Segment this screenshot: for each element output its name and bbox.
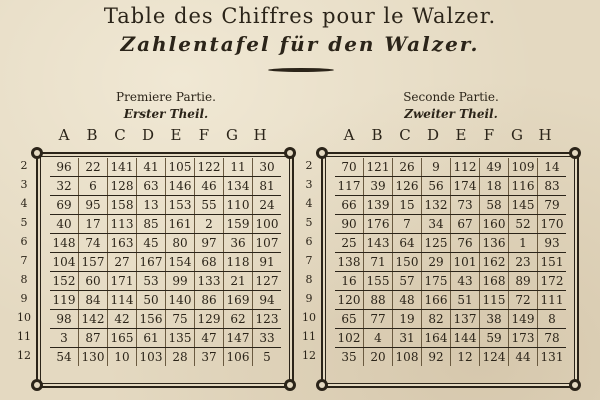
table-cell: 27: [108, 253, 137, 272]
table-cell: 131: [540, 350, 564, 364]
row-number: 6: [305, 235, 313, 248]
table-cell: 72: [509, 291, 538, 310]
row-number: 5: [20, 216, 28, 229]
table-cell: 118: [224, 253, 253, 272]
table-row: [335, 348, 566, 367]
column-letter: H: [253, 126, 267, 144]
row-numbers: [16, 156, 32, 365]
row-number: 11: [17, 330, 31, 343]
table-cell: 174: [451, 177, 480, 196]
table-cell: 162: [480, 253, 509, 272]
table-cell: 132: [422, 196, 451, 215]
table-cell: 68: [195, 253, 224, 272]
table-cell: 58: [480, 196, 509, 215]
table-cell: 91: [253, 253, 282, 272]
table-cell: 97: [195, 234, 224, 253]
table-cell: 37: [195, 348, 224, 367]
row-number: 8: [305, 273, 313, 286]
table-cell: 38: [480, 310, 509, 329]
table-cell: 124: [480, 348, 509, 367]
table-cell: 76: [451, 234, 480, 253]
table-cell: 17: [79, 215, 108, 234]
table-cell: 98: [50, 310, 79, 329]
table-cell: 108: [393, 348, 422, 367]
table-cell: 106: [224, 348, 253, 367]
row-number: 8: [20, 273, 28, 286]
row-number: 4: [305, 197, 313, 210]
table-row: [335, 272, 566, 291]
row-number: 4: [20, 197, 28, 210]
table-cell: 169: [224, 291, 253, 310]
table-cell: 28: [166, 348, 195, 367]
table-cell: 119: [50, 291, 79, 310]
part-title-french: Seconde Partie.: [403, 90, 499, 104]
table-cell: 20: [364, 348, 393, 367]
table-cell: 6: [79, 177, 108, 196]
table-cell: 84: [79, 291, 108, 310]
table-cell: 19: [393, 310, 422, 329]
table-cell: 32: [50, 177, 79, 196]
part-title-german: Zweiter Theil.: [404, 107, 498, 121]
column-letter: E: [170, 126, 182, 144]
table-cell: 116: [509, 177, 538, 196]
column-letter: B: [371, 126, 383, 144]
table-cell: 81: [253, 177, 282, 196]
table-cell: 67: [451, 215, 480, 234]
table-cell: 110: [224, 196, 253, 215]
table-cell: 50: [137, 291, 166, 310]
table-cell: 128: [108, 177, 137, 196]
table-cell: 140: [166, 291, 195, 310]
table-cell: 120: [335, 291, 364, 310]
table-cell: 139: [364, 196, 393, 215]
table-cell: 12: [451, 348, 480, 367]
column-letter: B: [86, 126, 98, 144]
table-cell: 142: [79, 310, 108, 329]
table-row: [50, 310, 281, 329]
table-cell: 161: [166, 215, 195, 234]
table-row: [335, 253, 566, 272]
row-number: 12: [17, 349, 31, 362]
table-cell: 89: [509, 272, 538, 291]
row-number: 3: [305, 178, 313, 191]
title-french: Table des Chiffres pour le Walzer.: [103, 4, 497, 28]
table-cell: 57: [393, 272, 422, 291]
table-row: [335, 291, 566, 310]
table-cell: 77: [364, 310, 393, 329]
table-cell: 111: [538, 291, 567, 310]
table-cell: 90: [335, 215, 364, 234]
row-number: 2: [20, 159, 28, 172]
table-cell: 176: [364, 215, 393, 234]
column-letter: D: [141, 126, 155, 144]
table-cell: 135: [166, 329, 195, 348]
table-cell: 21: [224, 272, 253, 291]
table-cell: 62: [224, 310, 253, 329]
table-cell: 102: [335, 329, 364, 348]
table-cell: 49: [480, 158, 509, 177]
table-cell: 63: [137, 177, 166, 196]
table-cell: 4: [364, 329, 393, 348]
table-cell: 109: [509, 158, 538, 177]
table-row: [50, 329, 281, 348]
table-cell: 152: [50, 272, 79, 291]
table-cell: 83: [538, 177, 567, 196]
corner-ornament: [31, 147, 43, 159]
table-row: [335, 196, 566, 215]
table-cell: 93: [538, 234, 567, 253]
column-letter: F: [198, 126, 210, 144]
row-number: 10: [302, 311, 316, 324]
table-cell: 115: [480, 291, 509, 310]
column-letters: [335, 126, 559, 144]
table-cell: 99: [166, 272, 195, 291]
table-cell: 42: [108, 310, 137, 329]
table-cell: 151: [538, 253, 567, 272]
column-letter: H: [538, 126, 552, 144]
table-cell: 79: [538, 196, 567, 215]
table-cell: 149: [509, 310, 538, 329]
table-cell: 87: [79, 329, 108, 348]
table-cell: 164: [422, 329, 451, 348]
row-number: 10: [17, 311, 31, 324]
table-cell: 157: [79, 253, 108, 272]
table-cell: 127: [253, 272, 282, 291]
table-cell: 107: [253, 234, 282, 253]
table-row: [335, 310, 566, 329]
column-letter: D: [426, 126, 440, 144]
table-cell: 51: [451, 291, 480, 310]
column-letter: A: [343, 126, 355, 144]
row-number: 6: [20, 235, 28, 248]
table-cell: 47: [195, 329, 224, 348]
table-cell: 141: [108, 158, 137, 177]
table-cell: 143: [364, 234, 393, 253]
table-cell: 101: [451, 253, 480, 272]
table-row: [50, 234, 281, 253]
table-cell: 2: [195, 215, 224, 234]
table-cell: 122: [195, 158, 224, 177]
table-cell: 150: [393, 253, 422, 272]
table-cell: 40: [50, 215, 79, 234]
table-cell: 78: [538, 329, 567, 348]
table-cell: 11: [224, 158, 253, 177]
table-cell: 70: [335, 158, 364, 177]
table-cell: 145: [509, 196, 538, 215]
table-cell: 129: [195, 310, 224, 329]
row-number: 12: [302, 349, 316, 362]
corner-ornament: [284, 147, 296, 159]
table-cell: 39: [364, 177, 393, 196]
column-letter: E: [455, 126, 467, 144]
table-cell: 137: [451, 310, 480, 329]
table-cell: 3: [50, 329, 79, 348]
table-row: [50, 253, 281, 272]
row-number: 3: [20, 178, 28, 191]
column-letter: G: [226, 126, 238, 144]
table-cell: 35: [335, 348, 364, 367]
number-table: [335, 158, 566, 366]
table-cell: 80: [166, 234, 195, 253]
table-cell: 7: [393, 215, 422, 234]
table-cell: 85: [137, 215, 166, 234]
table-row: [50, 196, 281, 215]
table-cell: 66: [335, 196, 364, 215]
table-cell: 1: [509, 234, 538, 253]
table-cell: 156: [137, 310, 166, 329]
table-cell: 82: [422, 310, 451, 329]
table-cell: 155: [364, 272, 393, 291]
table-cell: 14: [538, 158, 567, 177]
corner-ornament: [284, 379, 296, 391]
table-cell: 8: [538, 310, 567, 329]
column-letter: A: [58, 126, 70, 144]
table-cell: 175: [422, 272, 451, 291]
table-cell: 126: [393, 177, 422, 196]
table-cell: 96: [50, 158, 79, 177]
table-cell: 34: [422, 215, 451, 234]
number-table: [50, 158, 281, 366]
table-cell: 160: [480, 215, 509, 234]
table-cell: 104: [50, 253, 79, 272]
table-cell: 171: [108, 272, 137, 291]
table-cell: 59: [480, 329, 509, 348]
table-cell: 22: [79, 158, 108, 177]
table-cell: 125: [422, 234, 451, 253]
table-cell: 56: [422, 177, 451, 196]
table-cell: 92: [422, 348, 451, 367]
row-number: 11: [302, 330, 316, 343]
table-cell: 158: [108, 196, 137, 215]
table-cell: 41: [137, 158, 166, 177]
table-cell: 159: [224, 215, 253, 234]
table-cell: 163: [108, 234, 137, 253]
table-cell: 5: [263, 350, 271, 364]
table-cell: 24: [253, 196, 282, 215]
table-cell: 69: [50, 196, 79, 215]
table-cell: 75: [166, 310, 195, 329]
table-cell: 16: [335, 272, 364, 291]
column-letter: G: [511, 126, 523, 144]
table-cell: 26: [393, 158, 422, 177]
row-number: 7: [305, 254, 313, 267]
table-row: [335, 177, 566, 196]
ornamental-rule: [268, 68, 334, 72]
table-cell: 136: [480, 234, 509, 253]
table-cell: 65: [335, 310, 364, 329]
corner-ornament: [316, 379, 328, 391]
table-cell: 86: [195, 291, 224, 310]
table-cell: 154: [166, 253, 195, 272]
table-cell: 54: [50, 348, 79, 367]
table-cell: 33: [253, 329, 282, 348]
table-cell: 144: [451, 329, 480, 348]
table-cell: 146: [166, 177, 195, 196]
table-row: [335, 329, 566, 348]
table-cell: 113: [108, 215, 137, 234]
table-cell: 31: [393, 329, 422, 348]
table-cell: 23: [509, 253, 538, 272]
table-cell: 52: [509, 215, 538, 234]
column-letter: C: [114, 126, 126, 144]
table-cell: 103: [137, 348, 166, 367]
table-row: [335, 234, 566, 253]
table-cell: 117: [335, 177, 364, 196]
table-cell: 43: [451, 272, 480, 291]
table-cell: 173: [509, 329, 538, 348]
table-cell: 13: [137, 196, 166, 215]
table-cell: 95: [79, 196, 108, 215]
table-row: [335, 215, 566, 234]
table-cell: 148: [50, 234, 79, 253]
table-row: [50, 348, 281, 367]
table-cell: 88: [364, 291, 393, 310]
table-cell: 170: [538, 215, 567, 234]
row-numbers: [301, 156, 317, 365]
table-cell: 53: [137, 272, 166, 291]
table-cell: 133: [195, 272, 224, 291]
table-cell: 61: [137, 329, 166, 348]
table-cell: 165: [108, 329, 137, 348]
title-german: Zahlentafel für den Walzer.: [120, 32, 480, 56]
table-cell: 147: [224, 329, 253, 348]
row-number: 2: [305, 159, 313, 172]
table-cell: 9: [422, 158, 451, 177]
table-cell: 112: [451, 158, 480, 177]
table-cell: 71: [364, 253, 393, 272]
table-cell: 172: [538, 272, 567, 291]
table-cell: 46: [195, 177, 224, 196]
table-cell: 15: [393, 196, 422, 215]
part-title-german: Erster Theil.: [123, 107, 209, 121]
table-cell: 121: [364, 158, 393, 177]
row-number: 7: [20, 254, 28, 267]
table-cell: 45: [137, 234, 166, 253]
table-cell: 73: [451, 196, 480, 215]
row-number: 9: [305, 292, 313, 305]
table-cell: 25: [335, 234, 364, 253]
table-cell: 114: [108, 291, 137, 310]
column-letter: F: [483, 126, 495, 144]
table-cell: 30: [253, 158, 282, 177]
table-row: [50, 158, 281, 177]
table-cell: 166: [422, 291, 451, 310]
table-cell: 94: [253, 291, 282, 310]
corner-ornament: [569, 379, 581, 391]
table-cell: 167: [137, 253, 166, 272]
corner-ornament: [569, 147, 581, 159]
table-cell: 18: [480, 177, 509, 196]
table-cell: 100: [253, 215, 282, 234]
table-cell: 29: [422, 253, 451, 272]
row-number: 5: [305, 216, 313, 229]
corner-ornament: [31, 379, 43, 391]
corner-ornament: [316, 147, 328, 159]
column-letters: [50, 126, 274, 144]
table-cell: 55: [195, 196, 224, 215]
row-number: 9: [20, 292, 28, 305]
table-cell: 74: [79, 234, 108, 253]
table-row: [50, 272, 281, 291]
table-row: [50, 177, 281, 196]
table-cell: 168: [480, 272, 509, 291]
part-title-french: Premiere Partie.: [116, 90, 216, 104]
table-cell: 153: [166, 196, 195, 215]
column-letter: C: [399, 126, 411, 144]
table-row: [50, 291, 281, 310]
table-row: [50, 215, 281, 234]
table-cell: 44: [509, 348, 538, 367]
table-cell: 48: [393, 291, 422, 310]
table-cell: 123: [253, 310, 282, 329]
table-cell: 105: [166, 158, 195, 177]
table-cell: 138: [335, 253, 364, 272]
table-cell: 36: [224, 234, 253, 253]
table-cell: 134: [224, 177, 253, 196]
table-cell: 10: [108, 348, 137, 367]
table-cell: 130: [79, 348, 108, 367]
table-cell: 64: [393, 234, 422, 253]
table-cell: 60: [79, 272, 108, 291]
table-row: [335, 158, 566, 177]
